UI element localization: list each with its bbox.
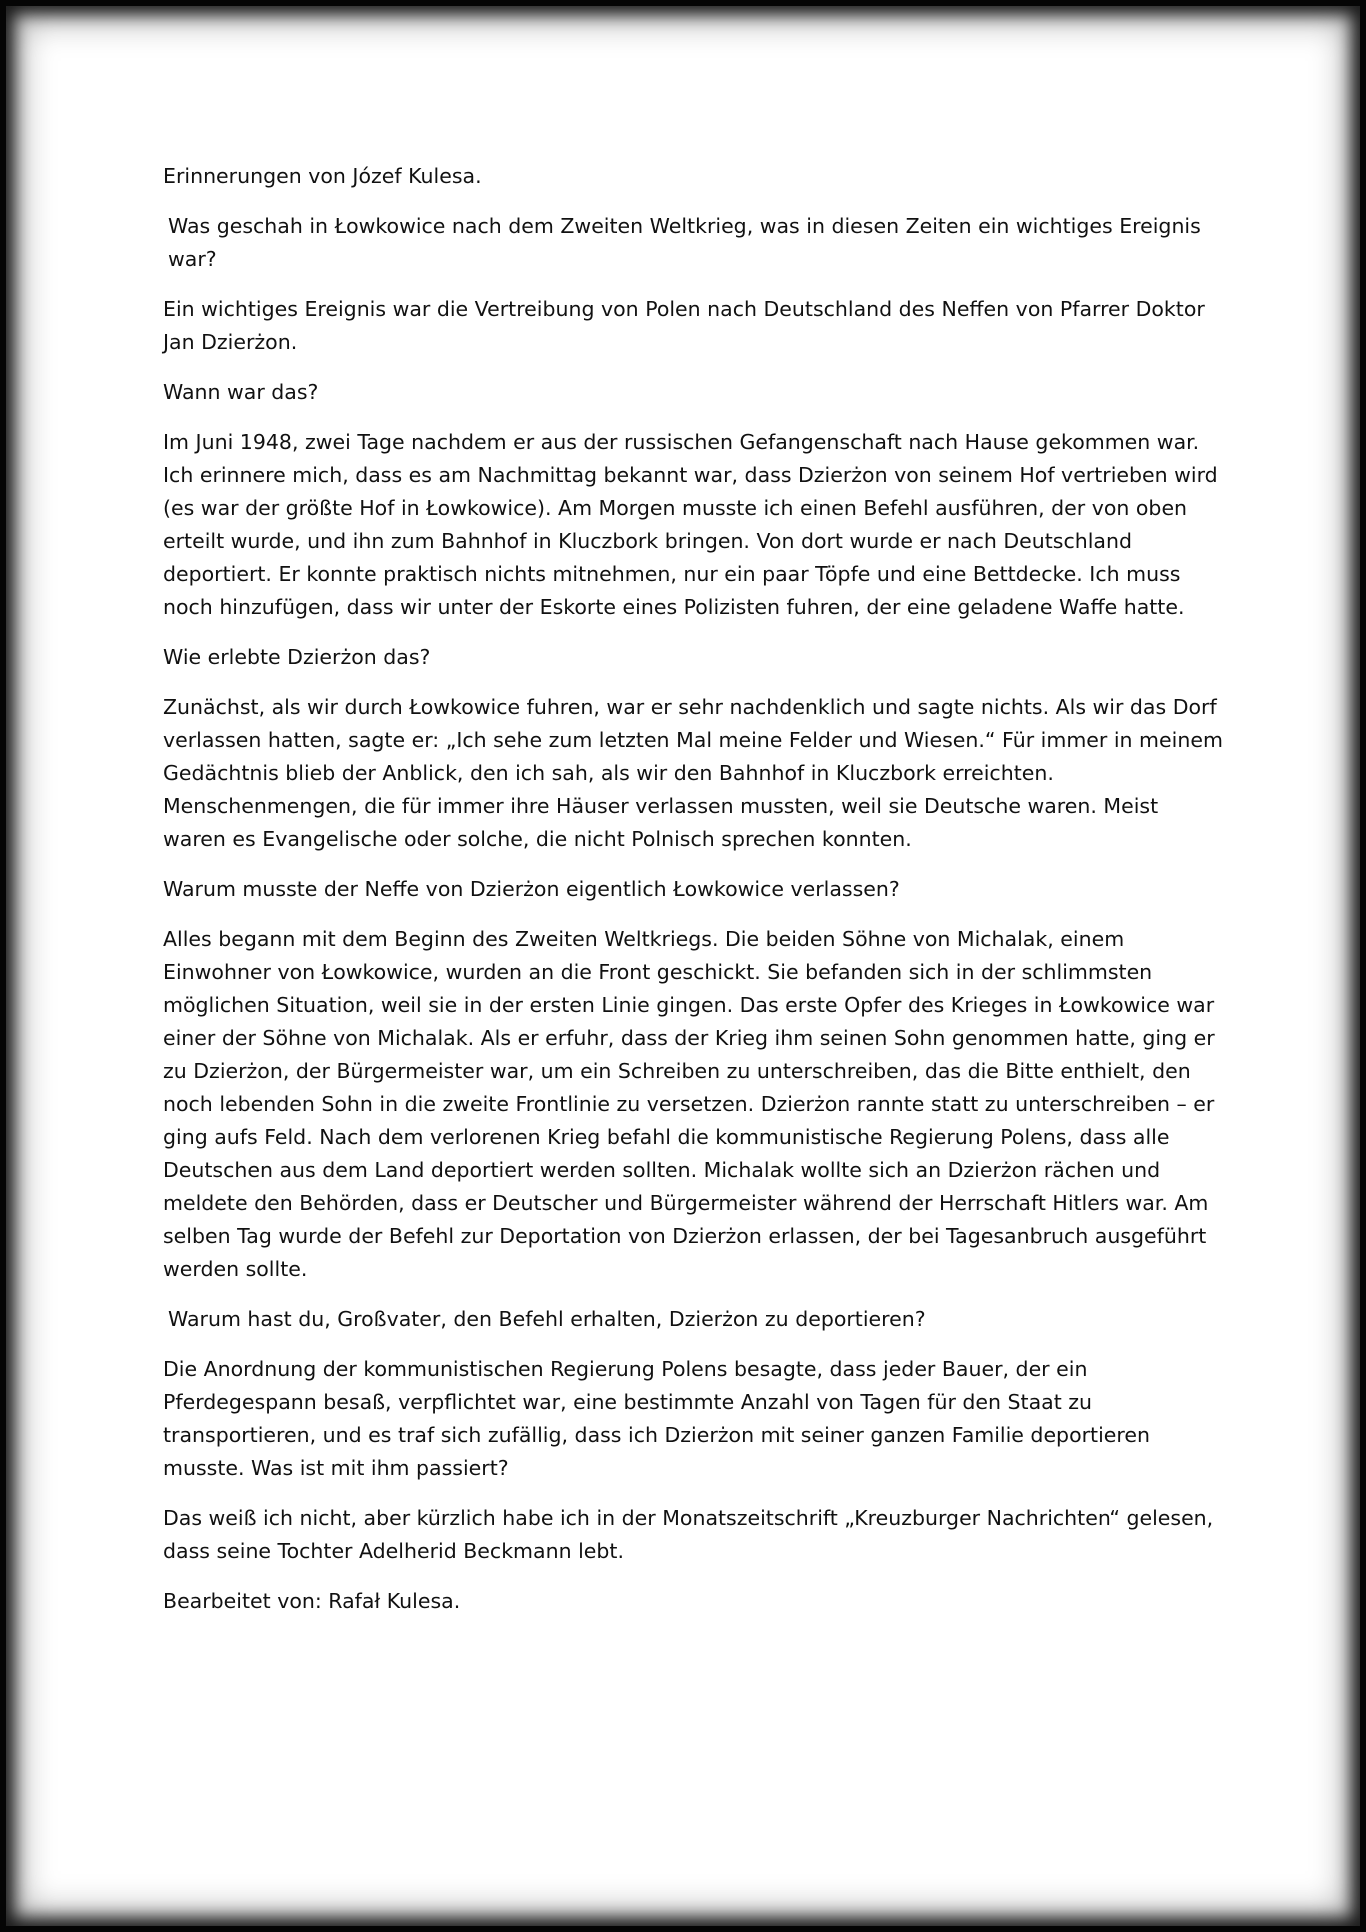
answer-paragraph: Ein wichtiges Ereignis war die Vertreibung von Polen nach Deutschland des Neffen von Pfarrer Doktor Jan Dzierżon.	[163, 297, 1205, 354]
question-paragraph: Wann war das?	[163, 380, 319, 404]
document-body	[163, 160, 1223, 1635]
question-paragraph: Warum musste der Neffe von Dzierżon eigentlich Łowkowice verlassen?	[163, 877, 900, 901]
editor-credit: Bearbeitet von: Rafał Kulesa.	[163, 1589, 461, 1613]
question-paragraph: Warum hast du, Großvater, den Befehl erhalten, Dzierżon zu deportieren?	[168, 1307, 926, 1331]
question-paragraph: Was geschah in Łowkowice nach dem Zweiten Weltkrieg, was in diesen Zeiten ein wichtiges Ereignis war?	[168, 214, 1201, 271]
answer-paragraph: Die Anordnung der kommunistischen Regierung Polens besagte, dass jeder Bauer, der ein Pferdegespann besaß, verpflichtet war, eine bestimmte Anzahl von Tagen für den Staat zu transportieren, und es traf sich zufällig, dass ich Dzierżon mit seiner ganzen Familie deportieren musste. Was ist mit ihm passiert?	[163, 1357, 1150, 1480]
answer-paragraph: Im Juni 1948, zwei Tage nachdem er aus der russischen Gefangenschaft nach Hause gekommen war. Ich erinnere mich, dass es am Nachmittag bekannt war, dass Dzierżon von seinem Hof vertrieben wird (es war der größte Hof in Łowkowice). Am Morgen musste ich einen Befehl ausführen, der von oben erteilt wurde, und ihn zum Bahnhof in Kluczbork bringen. Von dort wurde er nach Deutschland deportiert. Er konnte praktisch nichts mitnehmen, nur ein paar Töpfe und eine Bettdecke. Ich muss noch hinzufügen, dass wir unter der Eskorte eines Polizisten fuhren, der eine geladene Waffe hatte.	[163, 430, 1218, 619]
answer-paragraph: Zunächst, als wir durch Łowkowice fuhren, war er sehr nachdenklich und sagte nichts. Als wir das Dorf verlassen hatten, sagte er: „Ich sehe zum letzten Mal meine Felder und Wiesen.“ Für immer in meinem Gedächtnis blieb der Anblick, den ich sah, als wir den Bahnhof in Kluczbork erreichten. Menschenmengen, die für immer ihre Häuser verlassen mussten, weil sie Deutsche waren. Meist waren es Evangelische oder solche, die nicht Polnisch sprechen konnten.	[163, 695, 1223, 851]
question-paragraph: Wie erlebte Dzierżon das?	[163, 645, 431, 669]
document-title: Erinnerungen von Józef Kulesa.	[163, 164, 482, 188]
answer-paragraph: Alles begann mit dem Beginn des Zweiten Weltkriegs. Die beiden Söhne von Michalak, einem Einwohner von Łowkowice, wurden an die Front geschickt. Sie befanden sich in der schlimmsten möglichen Situation, weil sie in der ersten Linie gingen. Das erste Opfer des Krieges in Łowkowice war einer der Söhne von Michalak. Als er erfuhr, dass der Krieg ihm seinen Sohn genommen hatte, ging er zu Dzierżon, der Bürgermeister war, um ein Schreiben zu unterschreiben, das die Bitte enthielt, den noch lebenden Sohn in die zweite Frontlinie zu versetzen. Dzierżon rannte statt zu unterschreiben – er ging aufs Feld. Nach dem verlorenen Krieg befahl die kommunistische Regierung Polens, dass alle Deutschen aus dem Land deportiert werden sollten. Michalak wollte sich an Dzierżon rächen und meldete den Behörden, dass er Deutscher und Bürgermeister während der Herrschaft Hitlers war. Am selben Tag wurde der Befehl zur Deportation von Dzierżon erlassen, der bei Tagesanbruch ausgeführt werden sollte.	[163, 927, 1215, 1281]
answer-paragraph: Das weiß ich nicht, aber kürzlich habe ich in der Monatszeitschrift „Kreuzburger Nachrichten“ gelesen, dass seine Tochter Adelherid Beckmann lebt.	[163, 1506, 1214, 1563]
